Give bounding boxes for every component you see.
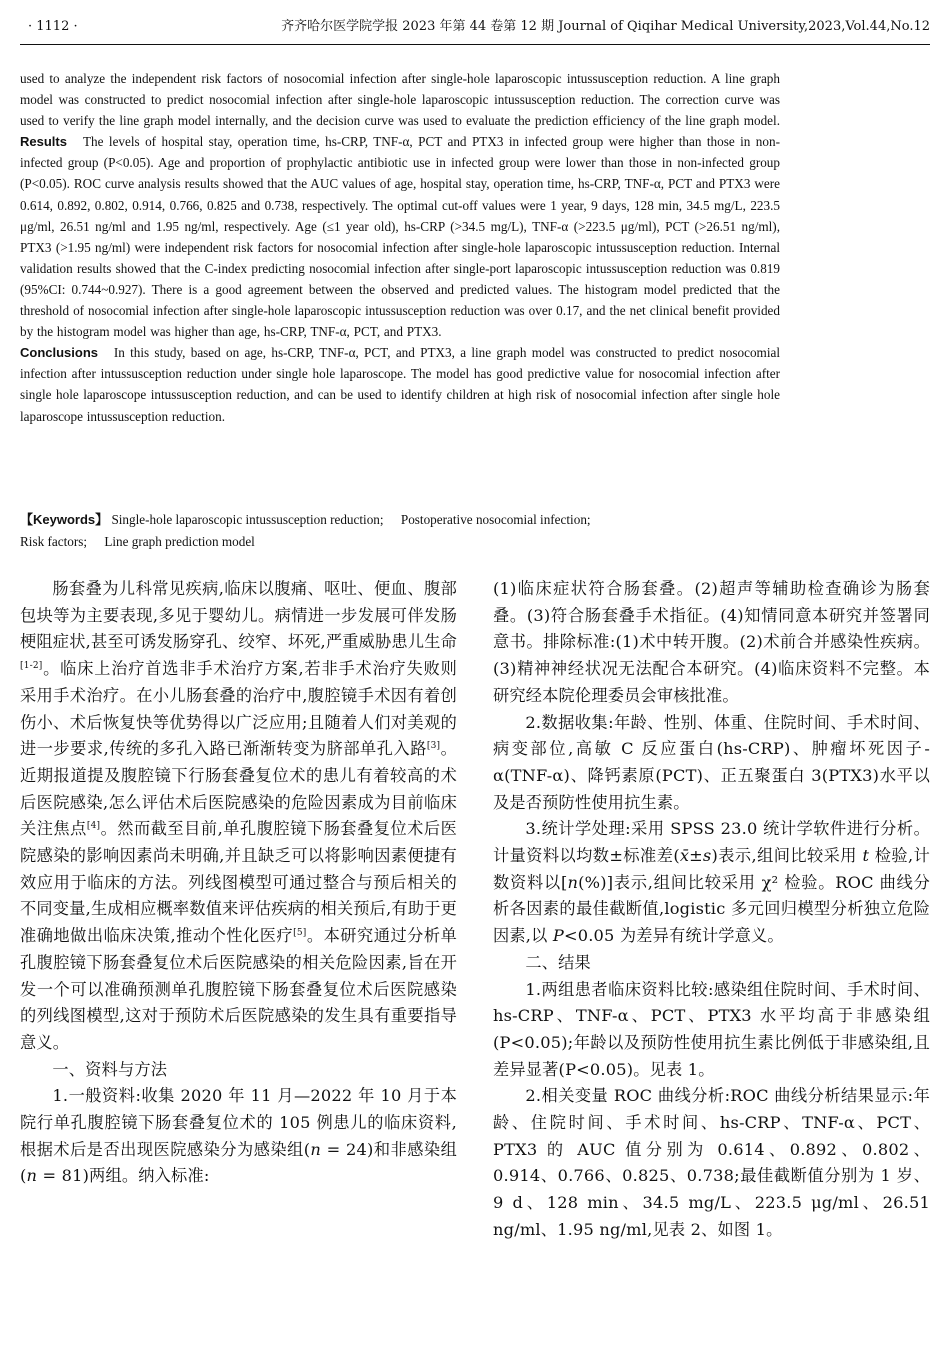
keyword-item: Line graph prediction model bbox=[104, 533, 255, 549]
abstract-conclusions-text: In this study, based on age, hs-CRP, TNF-α, PCT, and PTX3, a line graph model was constructed to predict nosocomial infection after intussusception reduction under single hole laparoscope. The model has good predictive value for nosocomial infection after single hole laparoscope intussusception reduction, and can be used to identify children at high risk of nosocomial infection after single hole laparoscope intussusception reduction. bbox=[20, 345, 780, 424]
keyword-item: Postoperative nosocomial infection; bbox=[400, 512, 591, 527]
data-collection-paragraph: 2.数据收集:年龄、性别、体重、住院时间、手术时间、病变部位,高敏 C 反应蛋白(hs-CRP)、肿瘤坏死因子-α(TNF-α)、降钙素原(PCT)、正五聚蛋白 3(PTX3)水平以及是否预防性使用抗生素。 bbox=[493, 712, 930, 812]
keyword-item: Single-hole laparoscopic intussusception reduction; bbox=[111, 512, 384, 527]
abstract-methods-text: used to analyze the independent risk factors of nosocomial infection after single-hole laparoscopic intussusception reduction. A line graph model was constructed to predict nosocomial infection after single-hole laparoscopic intussusception reduction. The correction curve was used to verify the line graph model internally, and the decision curve was used to evaluate the prediction efficiency of the line graph model. bbox=[20, 71, 780, 129]
citation: [3] bbox=[426, 741, 441, 752]
keyword-item: Risk factors; bbox=[20, 533, 88, 549]
intro-paragraph: 肠套叠为儿科常见疾病,临床以腹痛、呕吐、便血、腹部包块等为主要表现,多见于婴幼儿。病情进一步发展可伴发肠梗阻症状,甚至可诱发肠穿孔、绞窄、坏死,严重威胁患儿生命[1-2]。临床上治疗首选非手术治疗方案,若非手术治疗失败则采用手术治疗。在小儿肠套叠的治疗中,腹腔镜手术因有着创伤小、术后恢复快等优势得以广泛应用;且随着人们对美观的进一步要求,传统的多孔入路已渐渐转变为脐部单孔入路[3]。近期报道提及腹腔镜下行肠套叠复位术的患儿有着较高的术后医院感染,怎么评估术后医院感染的危险因素成为目前临床关注焦点[4]。然而截至目前,单孔腹腔镜下肠套叠复位术后医院感染的影响因素尚未明确,并且缺乏可以将影响因素便捷有效应用于临床的方法。列线图模型可通过整合与预后相关的不同变量,生成相应概率数值来评估疾病的相关预后,有助于更准确地做出临床决策,推动个性化医疗[5]。本研究通过分析单孔腹腔镜下肠套叠复位术后医院感染的相关危险因素,旨在开发一个可以准确预测单孔腹腔镜下肠套叠复位术后医院感染的列线图模型,这对于预防术后医院感染的发生具有重要指导意义。 bbox=[20, 579, 457, 1052]
citation: [4] bbox=[86, 821, 101, 832]
keywords-label: 【Keywords】 bbox=[20, 512, 109, 527]
page-number: · 1112 · bbox=[28, 19, 78, 34]
running-header bbox=[20, 14, 930, 45]
result-paragraph-1: 1.两组患者临床资料比较:感染组住院时间、手术时间、hs-CRP、TNF-α、PCT、PTX3 水平均高于非感染组(P<0.05);年龄以及预防性使用抗生素比例低于非感染组,且差异显著(P<0.05)。见表 1。 bbox=[493, 979, 930, 1079]
left-column bbox=[20, 576, 457, 1190]
citation: [1-2] bbox=[20, 661, 43, 672]
result-paragraph-2: 2.相关变量 ROC 曲线分析:ROC 曲线分析结果显示:年龄、住院时间、手术时间、hs-CRP、TNF-α、PCT、PTX3 的 AUC 值分别为 0.614、0.892、0.802、0.914、0.766、0.825、0.738;最佳截断值分别为 1 岁、9 d、128 min、34.5 mg/L、223.5 μg/ml、26.51 ng/ml、1.95 ng/ml,见表 2、如图 1。 bbox=[493, 1086, 930, 1239]
abstract-results-text: The levels of hospital stay, operation time, hs-CRP, TNF-α, PCT and PTX3 in infected group were higher than those in non-infected group (P<0.05). Age and proportion of prophylactic antibiotic use in infected group were lower than those in non-infected group (P<0.05). ROC curve analysis results showed that the AUC values of age, hospital stay, operation time, hs-CRP, TNF-α, PCT and PTX3 were 0.614, 0.892, 0.802, 0.914, 0.766, 0.825 and 0.738, respectively. The optimal cut-off values were 1 year, 9 days, 128 min, 34.5 mg/L, 223.5 μg/ml, 26.51 ng/ml and 1.95 ng/ml, respectively. Age (≤1 year old), hs-CRP (>34.5 mg/L), TNF-α (>223.5 μg/ml), PCT (>26.51 ng/ml), PTX3 (>1.95 ng/ml) were independent risk factors for nosocomial infection after single-hole laparoscopic intussusception reduction. Internal validation results showed that the C-index predicting nosocomial infection after single-port laparoscopic intussusception reduction was 0.819 (95%CI: 0.744~0.927). There is a good agreement between the observed and predicted values. The histogram model predicted that the threshold of nosocomial infection after single-hole laparoscopic intussusception reduction was over 0.17, and the net clinical benefit provided by the histogram model was higher than age, hs-CRP, TNF-α, PCT, and PTX3. bbox=[20, 134, 780, 340]
citation: [5] bbox=[293, 928, 307, 939]
english-abstract bbox=[20, 68, 780, 427]
statistics-paragraph: 3.统计学处理:采用 SPSS 23.0 统计学软件进行分析。计量资料以均数±标准差(x̄±s)表示,组间比较采用 t 检验,计数资料以[n(%)]表示,组间比较采用 χ² 检验。ROC 曲线分析各因素的最佳截断值,logistic 多元回归模型分析独立危险因素,以 P<0.05 为差异有统计学意义。 bbox=[493, 819, 931, 946]
keywords-block bbox=[20, 509, 780, 552]
results-label: Results bbox=[20, 134, 67, 150]
section-heading-results: 二、结果 bbox=[525, 952, 591, 972]
journal-citation: 齐齐哈尔医学院学报 2023 年第 44 卷第 12 期 Journal of Qiqihar Medical University,2023,Vol.44,No.12 bbox=[281, 19, 930, 34]
right-column bbox=[493, 576, 930, 1244]
criteria-paragraph: (1)临床症状符合肠套叠。(2)超声等辅助检查确诊为肠套叠。(3)符合肠套叠手术指征。(4)知情同意本研究并签署同意书。排除标准:(1)术中转开腹。(2)术前合并感染性疾病。(3)精神神经状况无法配合本研究。(4)临床资料不完整。本研究经本院伦理委员会审核批准。 bbox=[493, 579, 930, 705]
section-heading-methods: 一、资料与方法 bbox=[52, 1059, 168, 1079]
general-data-paragraph: 1.一般资料:收集 2020 年 11 月—2022 年 10 月于本院行单孔腹腔镜下肠套叠复位术的 105 例患儿的临床资料,根据术后是否出现医院感染分为感染组(n = 24)和非感染组(n = 81)两组。纳入标准: bbox=[20, 1086, 457, 1186]
conclusions-label: Conclusions bbox=[20, 345, 99, 361]
